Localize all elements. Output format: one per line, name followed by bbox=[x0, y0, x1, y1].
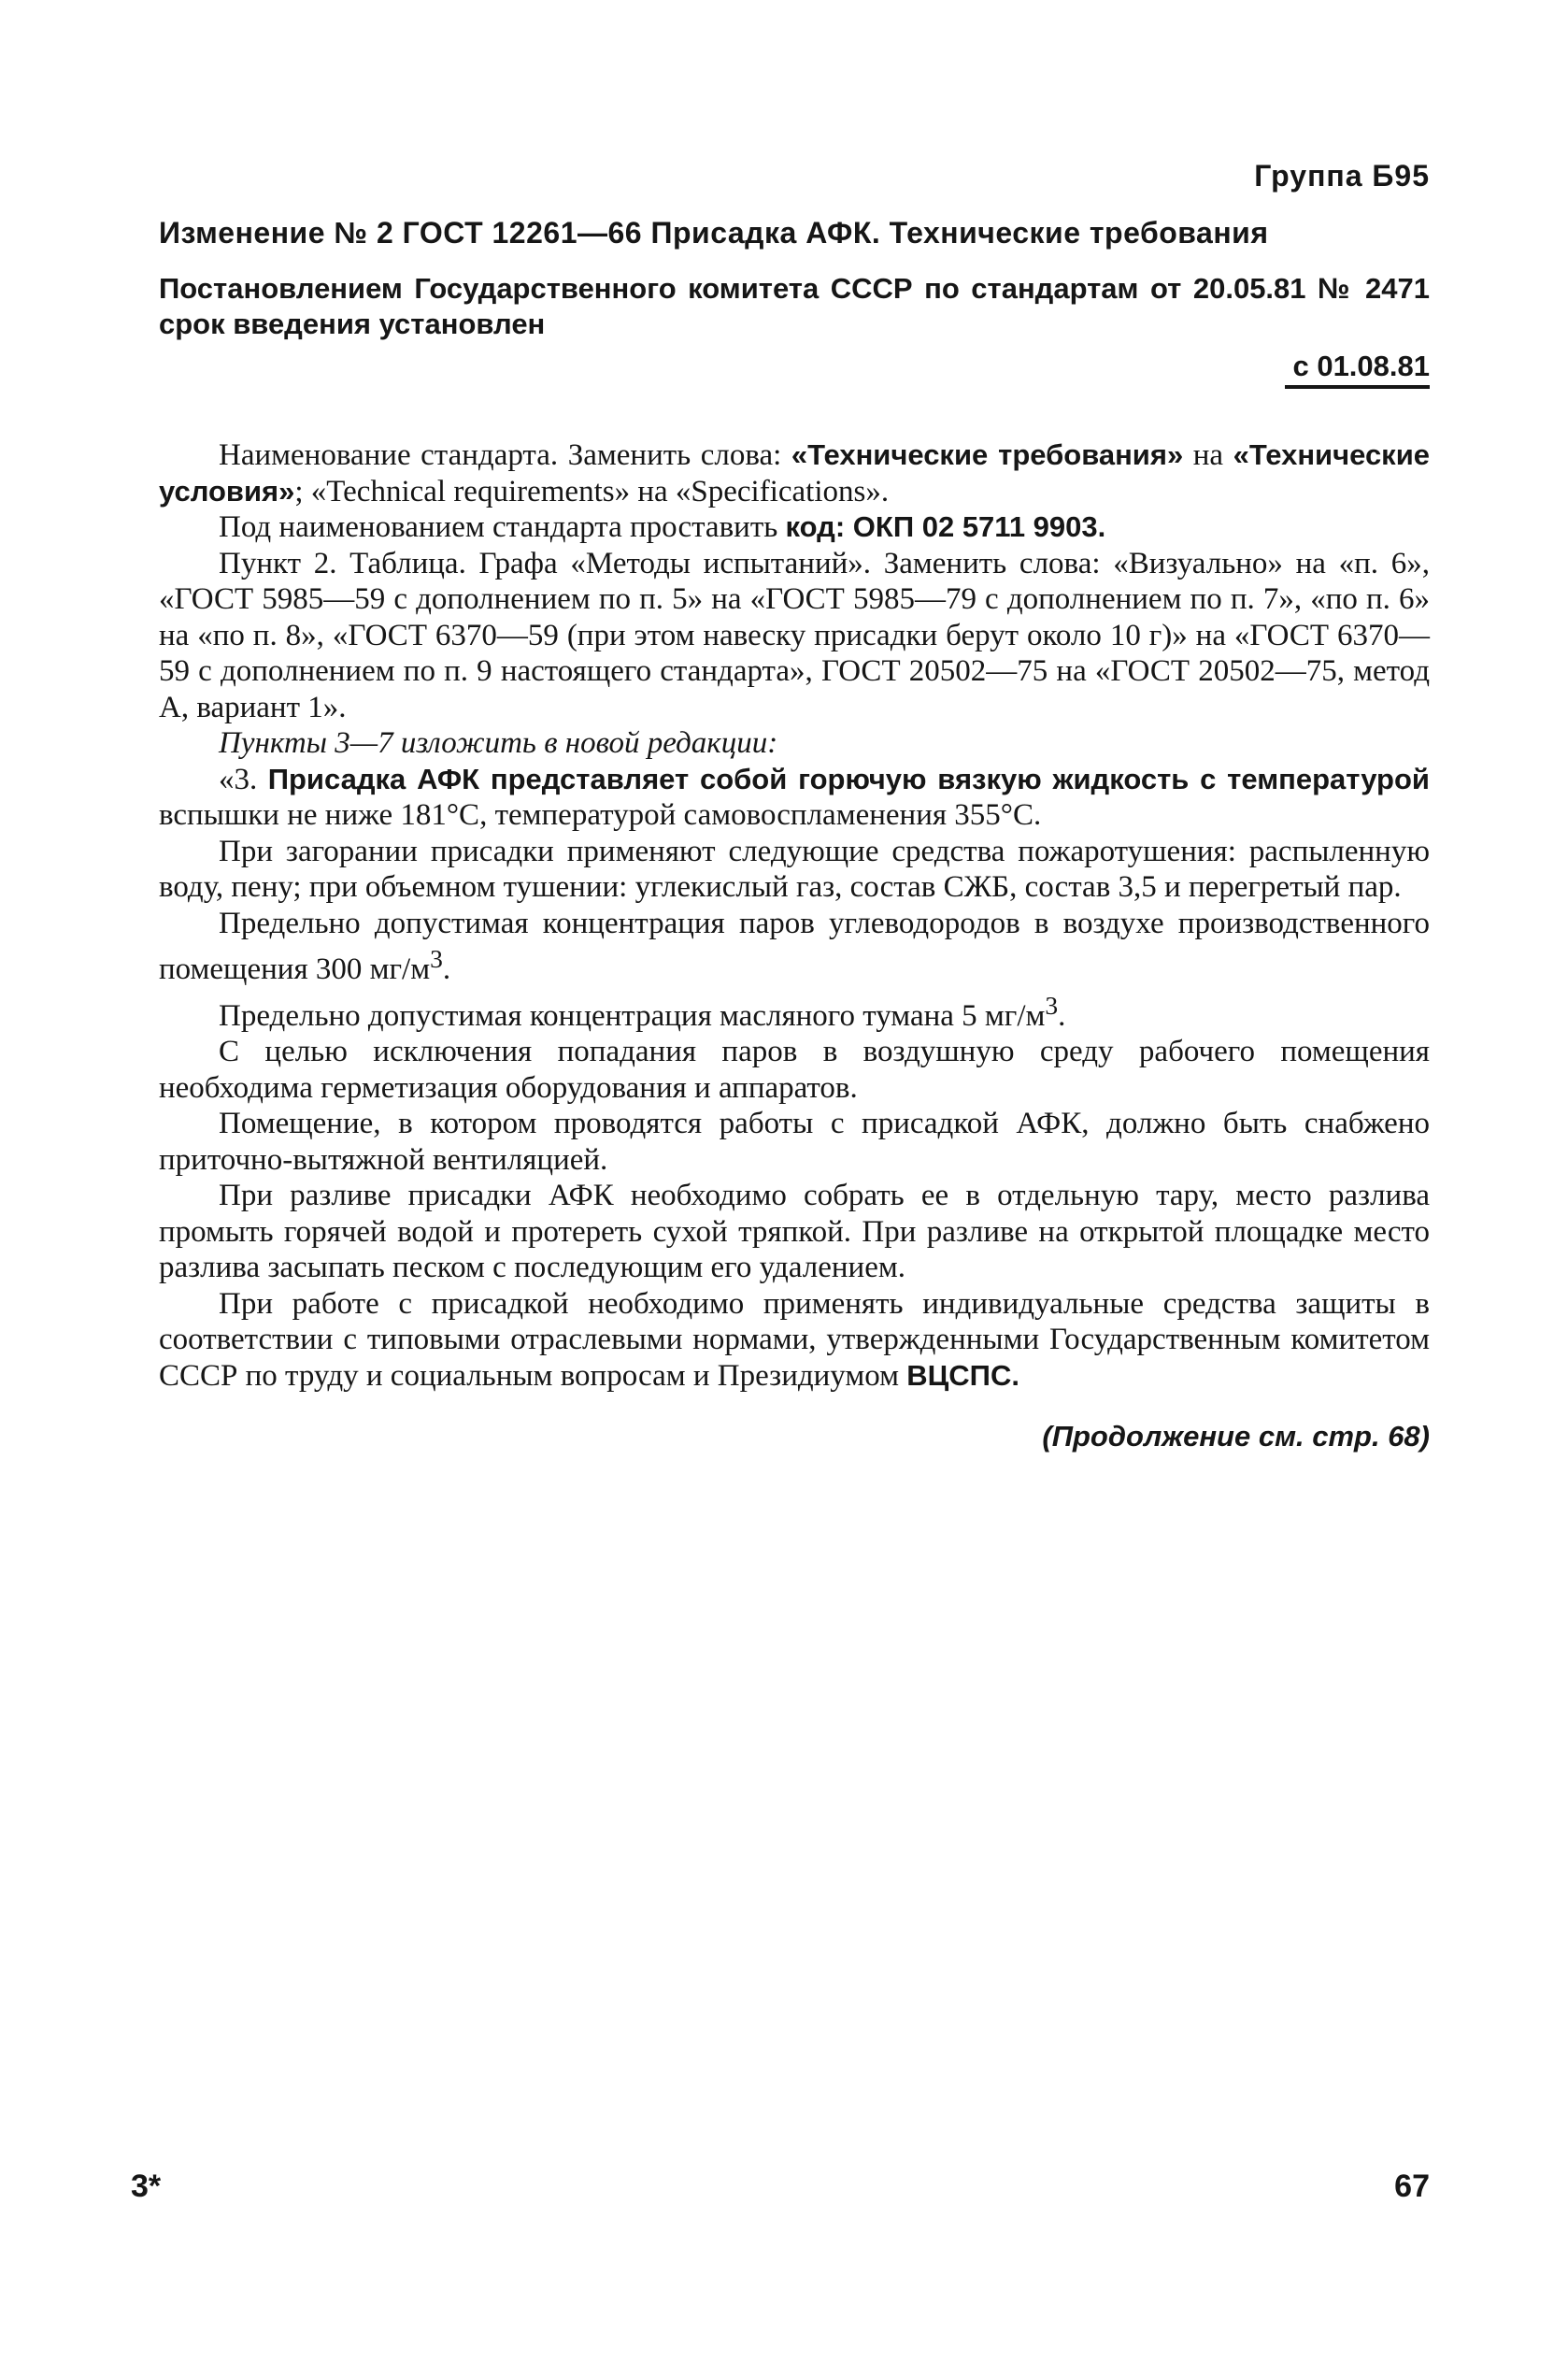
effective-date bbox=[159, 350, 1430, 389]
paragraph: Предельно допустимая концентрация масляного тумана 5 $мг/м^3$. bbox=[219, 990, 1066, 1033]
document-title: Изменение № 2 ГОСТ 12261—66 Присадка АФК. Технические требования bbox=[159, 216, 1269, 250]
document-page bbox=[159, 159, 1430, 1453]
paragraph: Помещение, в котором проводятся работы с присадкой АФК, должно быть снабжено приточно-вытяжной вентиляцией. bbox=[159, 1107, 1430, 1177]
signature-mark: 3* bbox=[131, 2169, 162, 2204]
paragraph: При разливе присадки АФК необходимо собрать ее в отдельную тару, место разлива промыть горячей водой и протереть сухой тряпкой. При разливе на открытой площадке место разлива засыпать песком с последующим его удалением. bbox=[159, 1179, 1430, 1284]
paragraph: Под наименованием стандарта проставить код: ОКП 02 5711 9903. bbox=[219, 510, 1106, 544]
paragraph: Предельно допустимая концентрация паров углеводородов в воздухе производственного помещения 300 $мг/м^3$. bbox=[159, 906, 1430, 986]
paragraph: «3. Присадка АФК представляет собой горючую вязкую жидкость с температурой вспышки не ниже 181°С, температурой самовоспламенения 355°С. bbox=[159, 762, 1430, 832]
group-code: Группа Б95 bbox=[1254, 159, 1430, 193]
effective-date-value: с 01.08.81 bbox=[1285, 350, 1430, 389]
page-number: 67 bbox=[1394, 2169, 1430, 2204]
paragraph: При загорании присадки применяют следующие средства пожаротушения: распыленную воду, пену; при объемном тушении: углекислый газ, состав СЖБ, состав 3,5 и перегретый пар. bbox=[159, 834, 1430, 904]
decree-text: Постановлением Государственного комитета СССР по стандартам от 20.05.81 № 2471 срок введения установлен bbox=[159, 272, 1430, 340]
continued-note: (Продолжение см. стр. 68) bbox=[1042, 1420, 1430, 1453]
paragraph: При работе с присадкой необходимо применять индивидуальные средства защиты в соответствии с типовыми отраслевыми нормами, утвержденными Государственным комитетом СССР по труду и социальным вопросам и Президиумом ВЦСПС. bbox=[159, 1286, 1430, 1393]
paragraph: Наименование стандарта. Заменить слова: «Технические требования» на «Технические условия»; «Technical requirements» на «Specifications». bbox=[159, 438, 1430, 508]
paragraph: Пункт 2. Таблица. Графа «Методы испытаний». Заменить слова: «Визуально» на «п. 6», «ГОСТ 5985—59 с дополнением по п. 5» на «ГОСТ 5985—79 с дополнением по п. 7», «по п. 6» на «по п. 8», «ГОСТ 6370—59 (при этом навеску присадки берут около 10 г)» на «ГОСТ 6370—59 с дополнением по п. 9 настоящего стандарта», ГОСТ 20502—75 на «ГОСТ 20502—75, метод А, вариант 1». bbox=[159, 546, 1430, 724]
paragraph: С целью исключения попадания паров в воздушную среду рабочего помещения необходима герметизация оборудования и аппаратов. bbox=[159, 1035, 1430, 1105]
amendment-body bbox=[159, 437, 1430, 1394]
paragraph: Пункты 3—7 изложить в новой редакции: bbox=[219, 726, 778, 760]
